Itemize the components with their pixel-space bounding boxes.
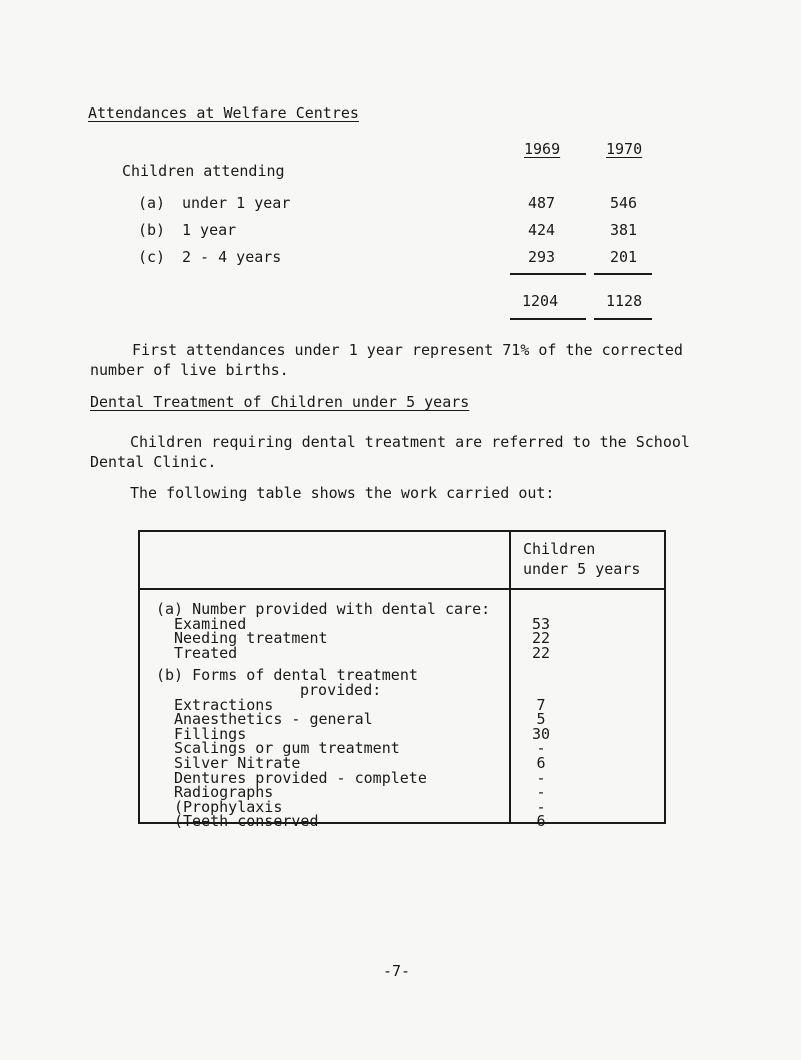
row-label: (Teeth conserved bbox=[174, 812, 319, 831]
row-value: 7 bbox=[536, 695, 546, 714]
row-label: 1 year bbox=[182, 221, 237, 239]
row-key: (c) bbox=[138, 248, 166, 266]
page-number: -7- bbox=[383, 962, 411, 980]
row-value: 30 bbox=[531, 724, 551, 743]
row-value: 22 bbox=[531, 643, 551, 662]
subtotal-rule-1970 bbox=[594, 273, 652, 275]
row-value: 6 bbox=[536, 754, 546, 772]
row-label: Anaesthetics - general bbox=[174, 710, 373, 729]
column-header-line2: under 5 years bbox=[523, 560, 641, 578]
row-label: Extractions bbox=[174, 695, 274, 714]
paragraph-live-births: First attendances under 1 year represent 71% of the corrected number of live births. bbox=[90, 341, 683, 379]
row-label: Fillings bbox=[174, 724, 247, 743]
row-key: (b) bbox=[138, 221, 166, 239]
row-value: - bbox=[536, 768, 546, 787]
row-label: under 1 year bbox=[182, 194, 291, 212]
row-value: 6 bbox=[536, 812, 546, 831]
paragraph-referral: Children requiring dental treatment are referred to the School Dental Clinic. bbox=[90, 433, 690, 471]
row-label: Needing treatment bbox=[174, 629, 328, 648]
row-value-1969: 293 bbox=[528, 248, 556, 266]
row-value: 53 bbox=[531, 614, 551, 633]
row-label: (Prophylaxis bbox=[174, 797, 283, 816]
row-label: Scalings or gum treatment bbox=[174, 739, 400, 758]
row-label: Treated bbox=[174, 643, 238, 662]
dental-treatment-table bbox=[138, 530, 666, 831]
row-value-1970: 381 bbox=[610, 221, 638, 239]
row-value-1970: 201 bbox=[610, 248, 638, 266]
total-rule-1970 bbox=[594, 318, 652, 320]
total-1970: 1128 bbox=[606, 292, 643, 310]
column-header-line1: Children bbox=[523, 540, 596, 558]
row-label: Examined bbox=[174, 614, 247, 633]
row-value: - bbox=[536, 783, 546, 802]
row-value-1970: 546 bbox=[610, 194, 638, 212]
row-value: - bbox=[536, 797, 546, 816]
page-title: Attendances at Welfare Centres bbox=[88, 104, 359, 122]
row-key: (a) bbox=[138, 194, 166, 212]
total-1969: 1204 bbox=[522, 292, 559, 310]
section-heading-dental: Dental Treatment of Children under 5 years bbox=[90, 393, 470, 411]
year-header-1969: 1969 bbox=[524, 140, 561, 158]
header-divider bbox=[140, 588, 664, 590]
row-label: provided: bbox=[300, 681, 382, 699]
row-value: 5 bbox=[536, 710, 546, 729]
subtotal-rule-1969 bbox=[510, 273, 586, 275]
paragraph-table-intro: The following table shows the work carried out: bbox=[130, 484, 555, 502]
row-value-1969: 424 bbox=[528, 221, 556, 239]
row-value: - bbox=[536, 739, 546, 758]
table-row bbox=[156, 644, 656, 663]
row-label: Dentures provided - complete bbox=[174, 768, 427, 787]
section-label: Children attending bbox=[122, 162, 285, 180]
row-label: Silver Nitrate bbox=[174, 754, 301, 772]
row-value: 22 bbox=[531, 629, 551, 648]
row-label: 2 - 4 years bbox=[182, 248, 282, 266]
row-label: Radiographs bbox=[174, 783, 274, 802]
row-value-1969: 487 bbox=[528, 194, 556, 212]
row-label: (a) Number provided with dental care: bbox=[156, 600, 491, 618]
total-rule-1969 bbox=[510, 318, 586, 320]
row-label: (b) Forms of dental treatment bbox=[156, 666, 418, 685]
table-row bbox=[156, 812, 656, 831]
year-header-1970: 1970 bbox=[606, 140, 643, 158]
